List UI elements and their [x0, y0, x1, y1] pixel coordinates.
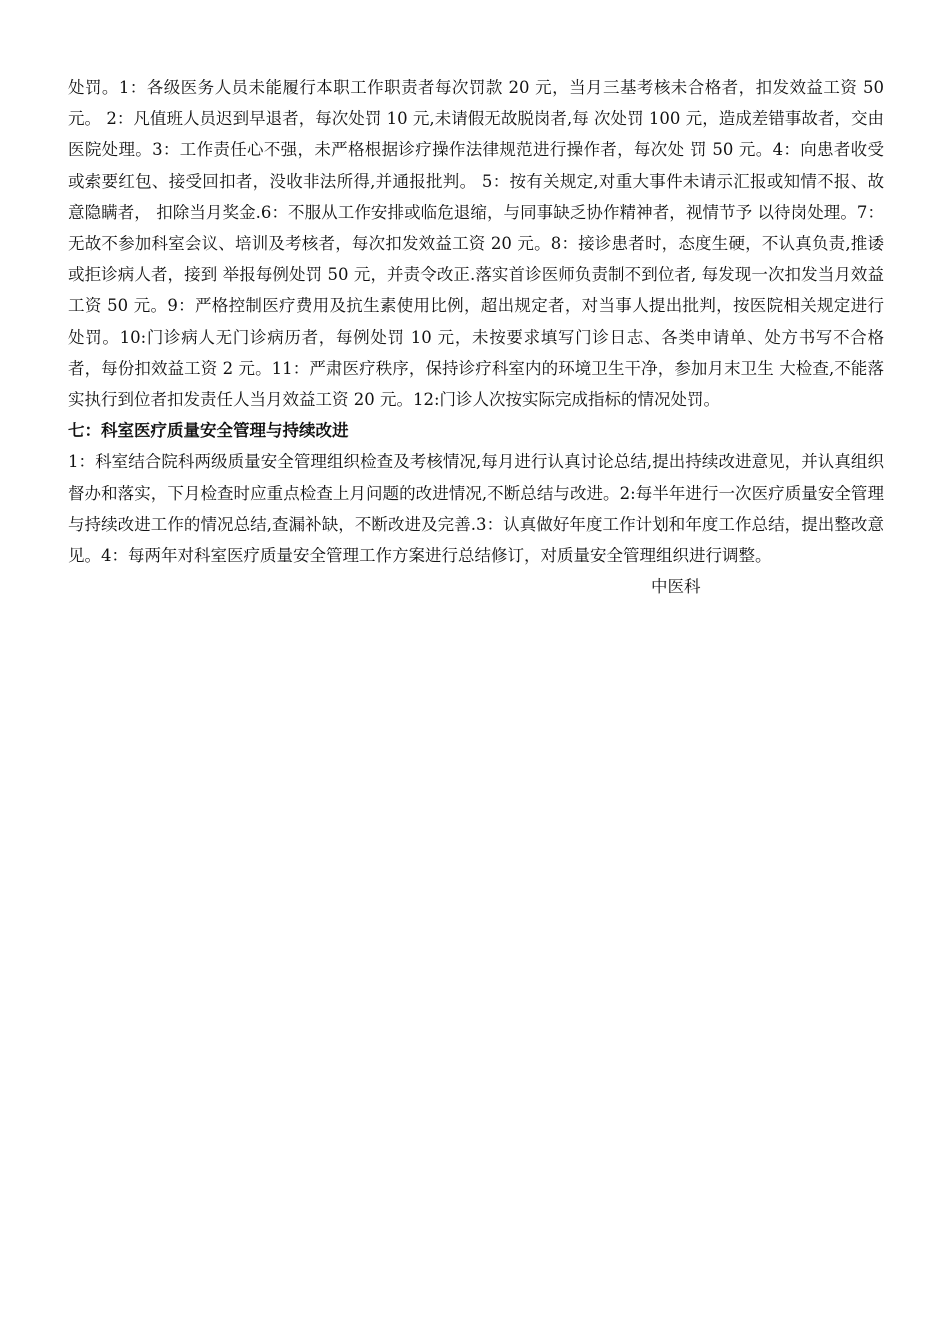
document-page — [68, 72, 884, 602]
department-signature: 中医科 — [651, 577, 701, 597]
improvement-paragraph: 1：科室结合院科两级质量安全管理组织检查及考核情况,每月进行认真讨论总结,提出持续改进意见，并认真组织督办和落实，下月检查时应重点检查上月问题的改进情况,不断总结与改进。2:每半年进行一次医疗质量安全管理与持续改进工作的情况总结,查漏补缺，不断改进及完善.3：认真做好年度工作计划和年度工作总结，提出整改意见。4：每两年对科室医疗质量安全管理工作方案进行总结修订，对质量安全管理组织进行调整。 — [68, 452, 884, 566]
penalty-rules-paragraph: 处罚。1：各级医务人员未能履行本职工作职责者每次罚款 20 元，当月三基考核未合格者，扣发效益工资 50 元。 2：凡值班人员迟到早退者，每次处罚 10 元,未请假无故脱岗者,每 次处罚 100 元，造成差错事故者，交由医院处理。3：工作责任心不强，未严格根据诊疗操作法律规范进行操作者，每次处 罚 50 元。4：向患者收受或索要红包、接受回扣者，没收非法所得,并通报批判。 5：按有关规定,对重大事件未请示汇报或知情不报、故意隐瞒者， 扣除当月奖金.6：不服从工作安排或临危退缩，与同事缺乏协作精神者，视情节予 以待岗处理。7：无故不参加科室会议、培训及考核者，每次扣发效益工资 20 元。8：接诊患者时，态度生硬，不认真负责,推诿或拒诊病人者，接到 举报每例处罚 50 元，并责令改正.落实首诊医师负责制不到位者, 每发现一次扣发当月效益工资 50 元。9：严格控制医疗费用及抗生素使用比例，超出规定者，对当事人提出批判，按医院相关规定进行处罚。10:门诊病人无门诊病历者，每例处罚 10 元，未按要求填写门诊日志、各类申请单、处方书写不合格者，每份扣效益工资 2 元。11：严肃医疗秩序，保持诊疗科室内的环境卫生干净，参加月末卫生 大检查,不能落实执行到位者扣发责任人当月效益工资 20 元。12:门诊人次按实际完成指标的情况处罚。 — [68, 78, 884, 410]
section-heading: 七：科室医疗质量安全管理与持续改进 — [68, 421, 349, 441]
